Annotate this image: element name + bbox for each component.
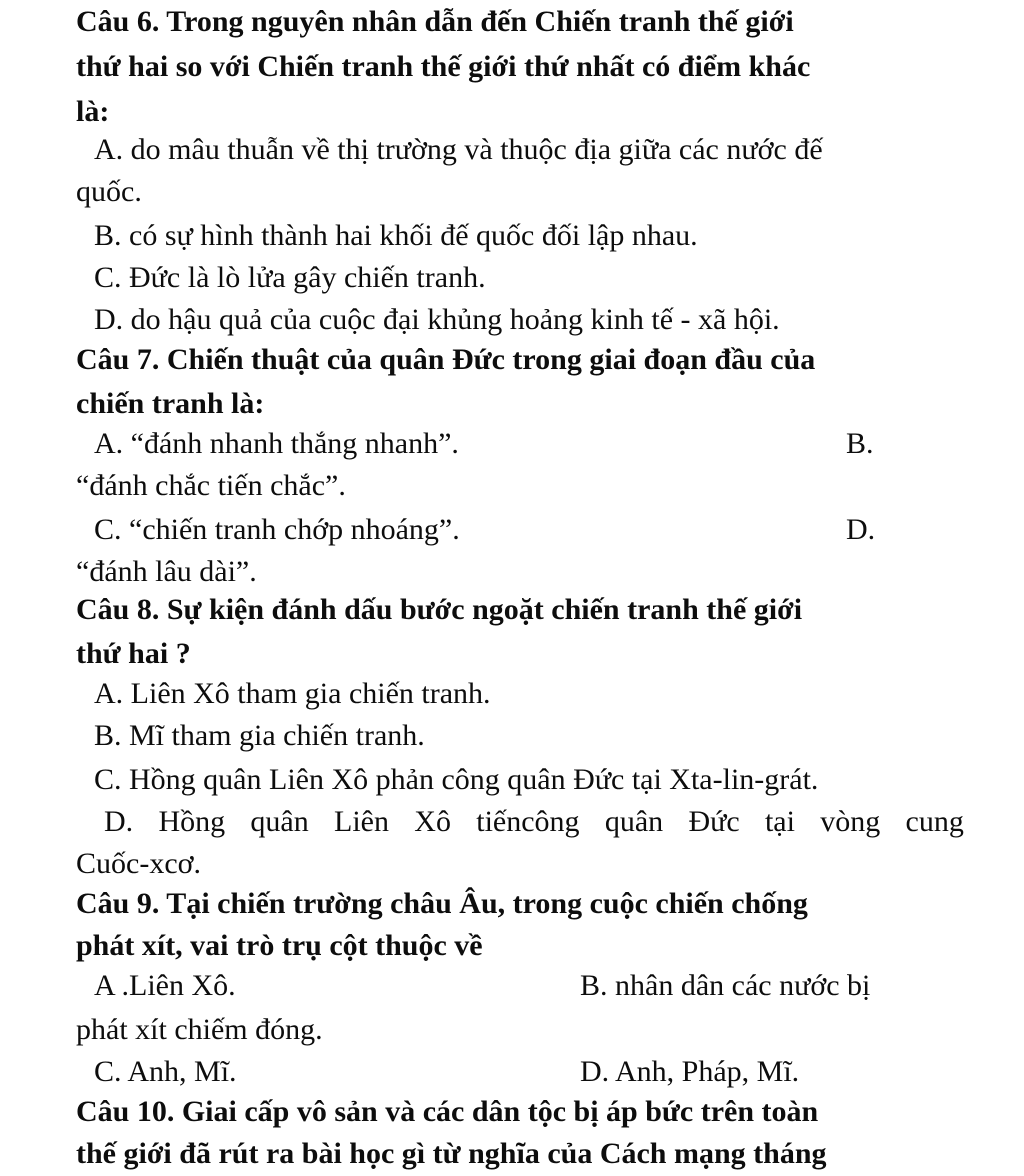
q8-d-word: Liên: [334, 805, 389, 838]
q9-option-b-line-2: phát xít chiếm đóng.: [76, 1013, 323, 1046]
q7-option-c: C. “chiến tranh chớp nhoáng”.: [94, 513, 460, 546]
q9-option-b: B. nhân dân các nước bị: [580, 969, 871, 1002]
q8-d-word: quân: [250, 805, 309, 838]
q6-option-b: B. có sự hình thành hai khối đế quốc đối lập nhau.: [94, 219, 698, 252]
q8-d-word: tiếncông: [476, 805, 580, 838]
question-9-line-1: Câu 9. Tại chiến trường châu Âu, trong cuộc chiến chống: [76, 887, 808, 920]
question-6-line-2: thứ hai so với Chiến tranh thế giới thứ nhất có điểm khác: [76, 50, 811, 83]
q6-option-d: D. do hậu quả của cuộc đại khủng hoảng kinh tế - xã hội.: [94, 303, 780, 336]
question-7-line-1: Câu 7. Chiến thuật của quân Đức trong giai đoạn đầu của: [76, 343, 816, 376]
q6-option-a-line-1: A. do mâu thuẫn về thị trường và thuộc địa giữa các nước đế: [94, 133, 823, 166]
question-10-line-2: thế giới đã rút ra bài học gì từ nghĩa của Cách mạng tháng: [76, 1137, 827, 1170]
q8-d-word: quân: [604, 805, 664, 838]
q8-option-b: B. Mĩ tham gia chiến tranh.: [94, 719, 425, 752]
q7-option-b-text: “đánh chắc tiến chắc”.: [76, 469, 346, 502]
q8-option-d-line-1: [104, 802, 964, 842]
q8-d-word: Đức: [688, 805, 740, 838]
question-9-line-2: phát xít, vai trò trụ cột thuộc về: [76, 929, 483, 962]
q9-option-d: D. Anh, Pháp, Mĩ.: [580, 1055, 800, 1088]
q8-d-word: D.: [104, 805, 134, 838]
question-6-line-3: là:: [76, 95, 110, 128]
q9-option-a: A .Liên Xô.: [94, 969, 236, 1002]
q8-d-word: Xô: [414, 805, 451, 838]
question-10-line-1: Câu 10. Giai cấp vô sản và các dân tộc bị áp bức trên toàn: [76, 1095, 819, 1128]
q9-option-c: C. Anh, Mĩ.: [94, 1055, 237, 1088]
q7-option-d-text: “đánh lâu dài”.: [76, 555, 257, 588]
q8-d-word: vòng: [820, 805, 881, 838]
q6-option-c: C. Đức là lò lửa gây chiến tranh.: [94, 261, 486, 294]
question-7-line-2: chiến tranh là:: [76, 387, 265, 420]
q8-d-word: tại: [764, 805, 795, 838]
q8-option-d-line-2: Cuốc-xcơ.: [76, 847, 201, 880]
q6-option-a-line-2: quốc.: [76, 175, 142, 208]
q8-d-word: cung: [905, 805, 964, 838]
q7-option-d-label: D.: [846, 513, 876, 546]
question-8-line-1: Câu 8. Sự kiện đánh dấu bước ngoặt chiến tranh thế giới: [76, 593, 803, 626]
q8-option-a: A. Liên Xô tham gia chiến tranh.: [94, 677, 491, 710]
question-6-line-1: Câu 6. Trong nguyên nhân dẫn đến Chiến tranh thế giới: [76, 5, 794, 38]
question-8-line-2: thứ hai ?: [76, 637, 191, 670]
q8-option-c: C. Hồng quân Liên Xô phản công quân Đức tại Xta-lin-grát.: [94, 763, 819, 796]
q7-option-a: A. “đánh nhanh thắng nhanh”.: [94, 427, 459, 460]
q8-d-word: Hồng: [158, 805, 226, 838]
q7-option-b-label: B.: [846, 427, 874, 460]
